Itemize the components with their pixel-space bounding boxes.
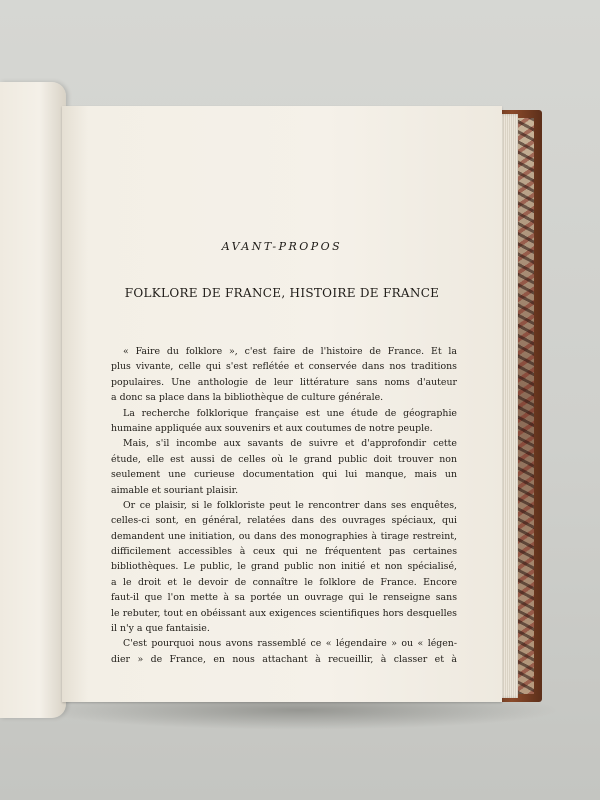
text-line: demandent une initiation, ou dans des monographies à tirage restreint, (111, 530, 457, 542)
marbled-edge (518, 118, 534, 694)
text-line: difficilement accessibles à ceux qui ne fréquentent pas certaines (111, 546, 457, 558)
chapter-title: FOLKLORE DE FRANCE, HISTOIRE DE FRANCE (124, 286, 440, 300)
text-line: « Faire du folklore », c'est faire de l'histoire de France. Et la (123, 346, 457, 357)
text-line: humaine appliquée aux souvenirs et aux coutumes de notre peuple. (111, 422, 433, 434)
text-line: faut-il que l'on mette à sa portée un ouvrage qui le renseigne sans (111, 592, 457, 604)
left-page (0, 82, 66, 718)
text-line: dier » de France, en nous attachant à recueillir, à classer et à (111, 653, 457, 665)
text-line: bibliothèques. Le public, le grand public non initié et non spécialisé, (111, 561, 457, 573)
body-text (111, 344, 457, 667)
text-line: plus vivante, celle qui s'est reflétée et conservée dans nos traditions (111, 361, 457, 373)
text-line: seulement une curieuse documentation qui lui manque, mais un (111, 469, 457, 481)
book-page (62, 106, 502, 702)
text-line: le rebuter, tout en obéissant aux exigences scientifiques hors desquelles (111, 607, 457, 619)
text-line: Or ce plaisir, si le folkloriste peut le rencontrer dans ses enquêtes, (123, 499, 457, 511)
text-line: il n'y a que fantaisie. (111, 623, 210, 635)
text-line: populaires. Une anthologie de leur littérature sans noms d'auteur (111, 376, 457, 388)
text-line: Mais, s'il incombe aux savants de suivre et d'approfondir cette (123, 438, 457, 450)
text-line: a donc sa place dans la bibliothèque de culture générale. (111, 392, 384, 404)
text-line: étude, elle est aussi de celles où le grand public doit trouver non (111, 453, 457, 465)
text-line: aimable et souriant plaisir. (111, 484, 239, 496)
text-line: C'est pourquoi nous avons rassemblé ce « légendaire » ou « légen- (123, 638, 457, 650)
text-line: a le droit et le devoir de connaître le folklore de France. Encore (111, 576, 457, 588)
section-title: AVANT-PROPOS (221, 240, 343, 253)
text-line: La recherche folklorique française est une étude de géographie (123, 407, 457, 419)
text-line: celles-ci sont, en général, relatées dans des ouvrages spéciaux, qui (111, 515, 457, 527)
